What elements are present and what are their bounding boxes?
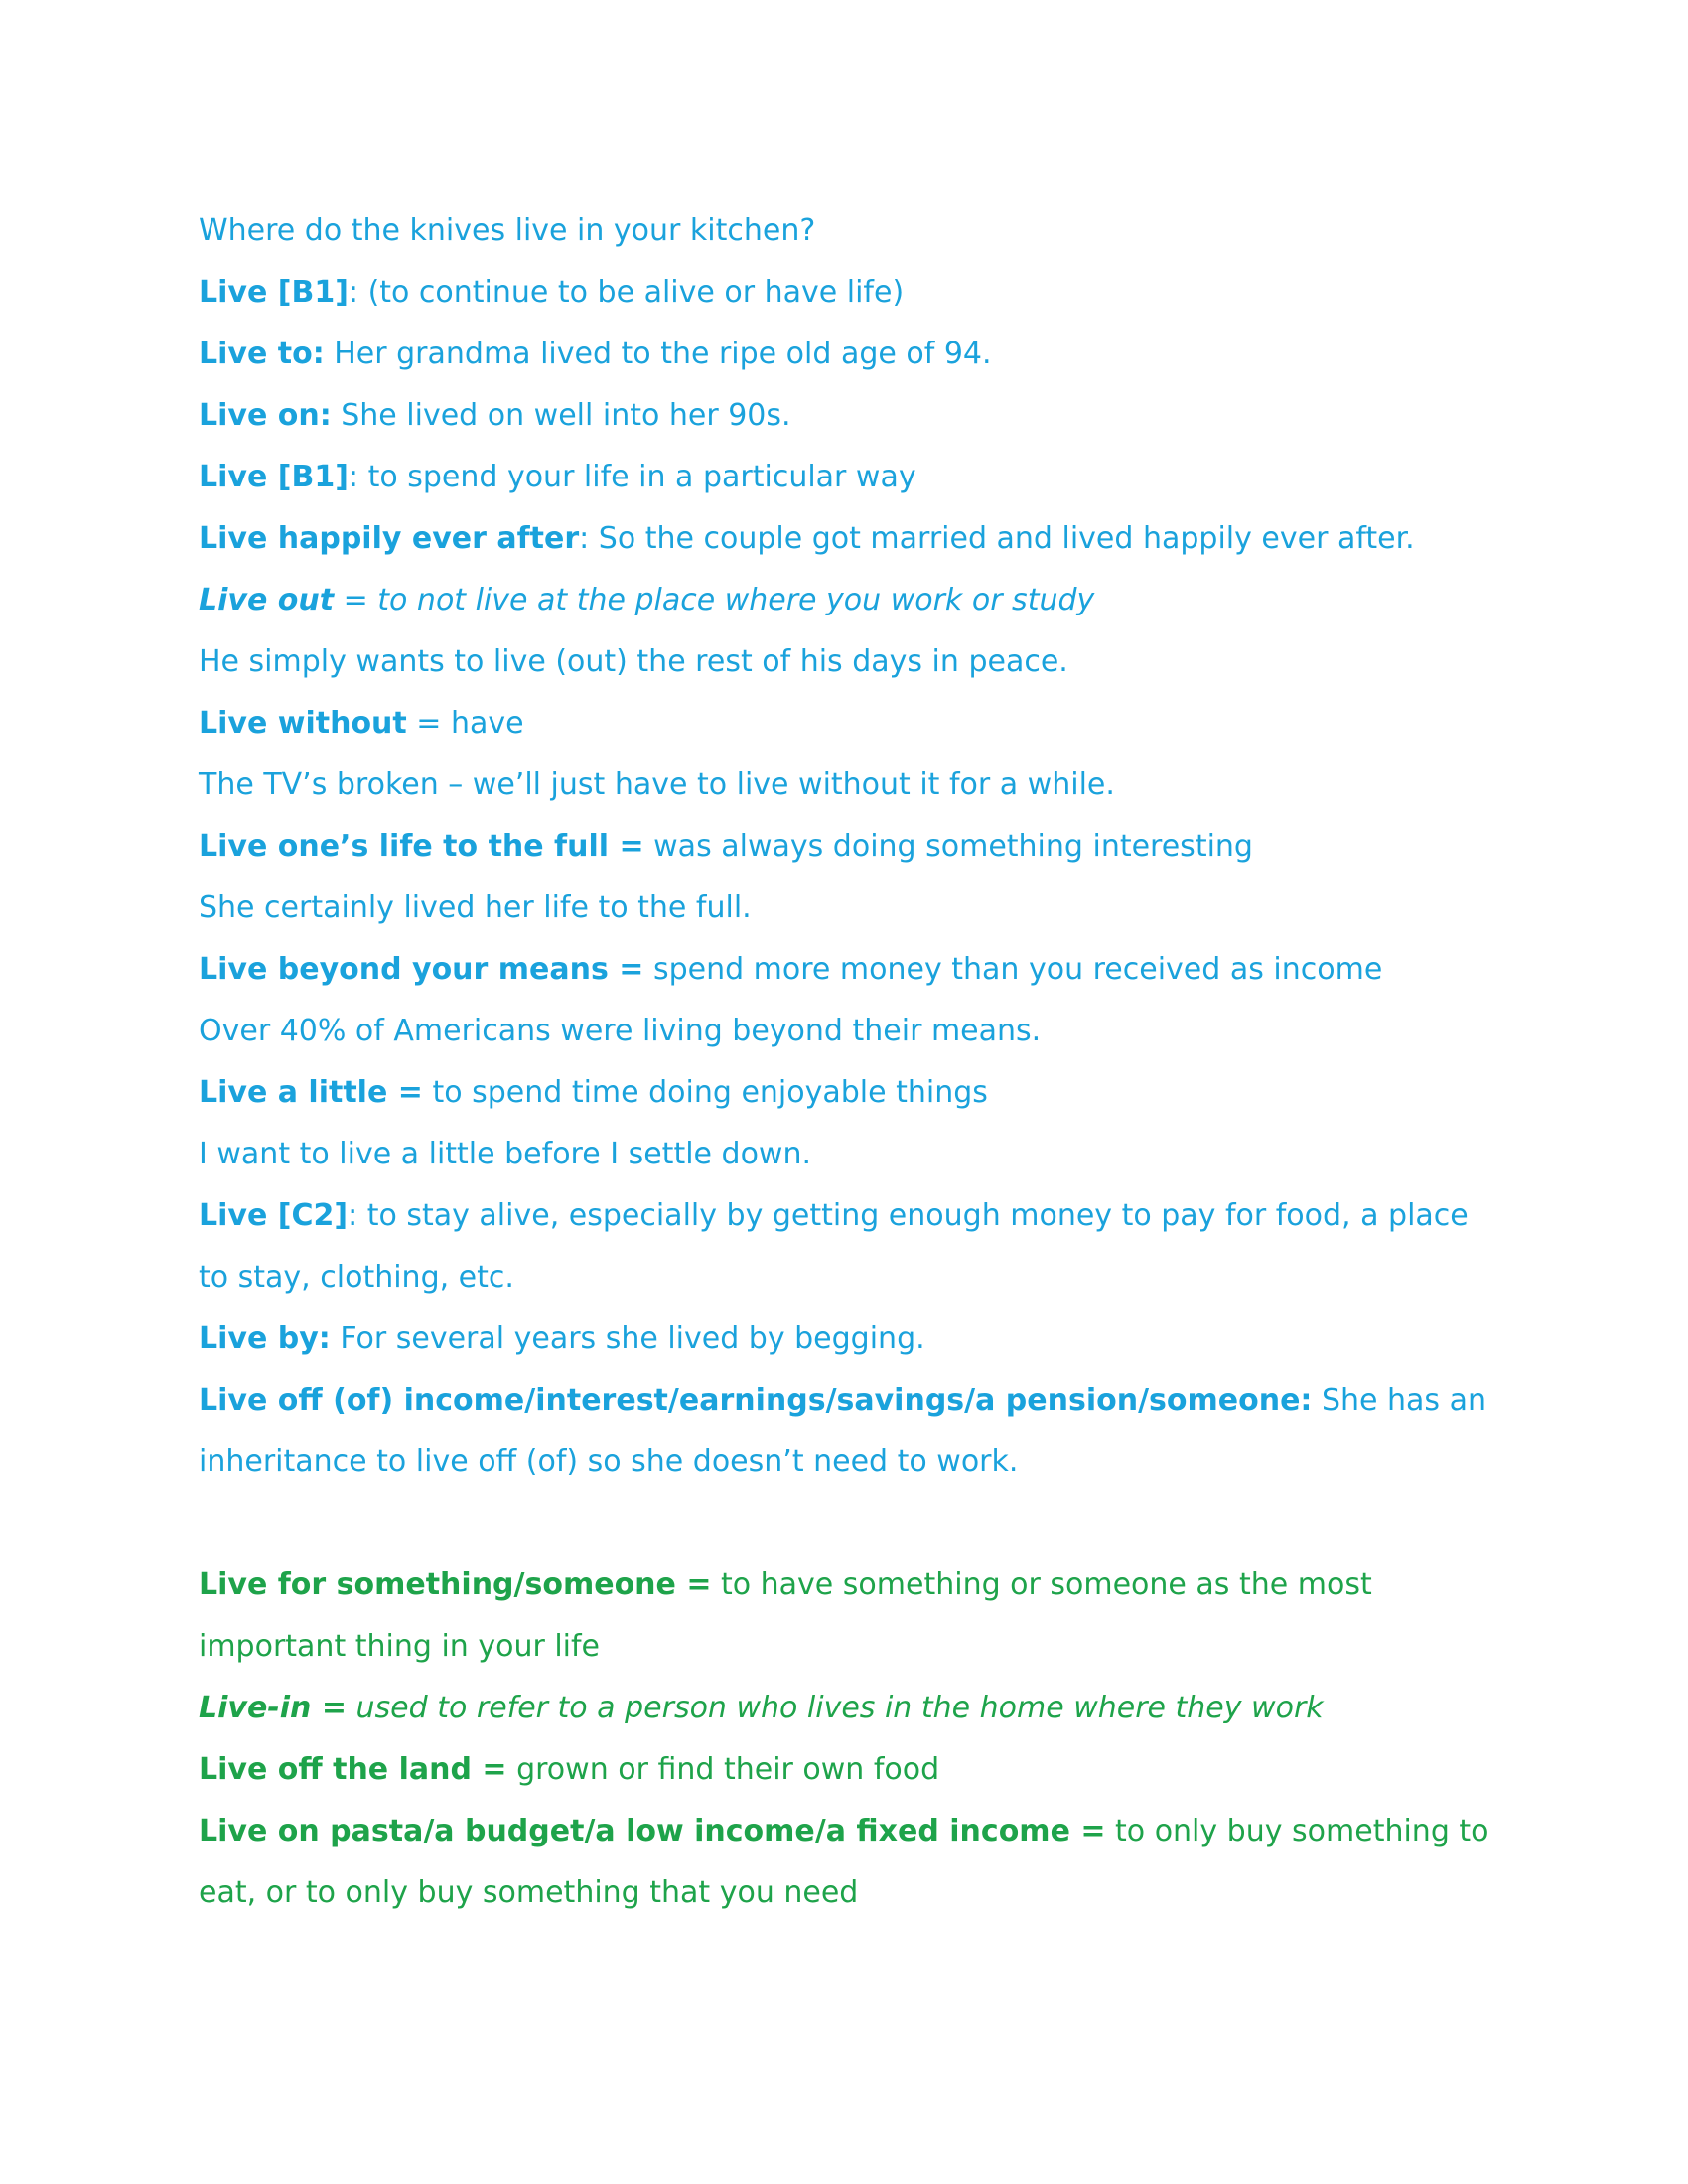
definition-text: to have something or someone as the most [711,1568,1372,1602]
document-body [199,201,1519,1924]
definition-text: She certainly lived her life to the full. [199,890,752,925]
term-label: Live on pasta/a budget/a low income/a fixed income = [199,1814,1106,1848]
text-line [199,1739,1519,1801]
text-line [199,1862,1519,1924]
term-label: Live without [199,706,407,741]
definition-text: Her grandma lived to the ripe old age of 94. [324,337,992,371]
text-line [199,201,1519,262]
definition-text: inheritance to live off (of) so she doesn’t need to work. [199,1444,1019,1479]
term-label: Live one’s life to the full = [199,829,644,864]
definition-text: : to spend your life in a particular way [348,460,916,494]
text-line [199,1124,1519,1185]
definition-text: She has an [1312,1383,1486,1418]
text-line [199,754,1519,816]
section-spacer [199,1493,1519,1555]
term-label: Live happily ever after [199,521,580,556]
definition-text: to only buy something to [1105,1814,1489,1848]
definition-text: = to not live at the place where you work or study [334,583,1095,617]
text-line [199,447,1519,508]
text-line [199,1062,1519,1124]
text-line [199,693,1519,754]
definition-text: Over 40% of Americans were living beyond their means. [199,1014,1042,1048]
text-line [199,1247,1519,1308]
text-line [199,508,1519,570]
text-line [199,1801,1519,1862]
text-line [199,878,1519,939]
text-line [199,262,1519,324]
term-label: Live by: [199,1321,331,1356]
term-label: Live off the land = [199,1752,507,1787]
text-line [199,816,1519,878]
text-line [199,1555,1519,1616]
definition-text: to stay, clothing, etc. [199,1260,514,1295]
term-label: Live [B1] [199,460,349,494]
definition-text: : (to continue to be alive or have life) [348,275,905,310]
definition-text: = have [406,706,524,741]
definition-text: important thing in your life [199,1629,601,1664]
text-line [199,631,1519,693]
term-label: Live-in = [199,1691,347,1725]
text-line [199,324,1519,385]
definition-text: used to refer to a person who lives in the home where they work [346,1691,1324,1725]
text-line [199,1370,1519,1432]
term-label: Live beyond your means = [199,952,644,987]
term-label: Live [C2] [199,1198,349,1233]
term-label: Live on: [199,398,332,433]
definition-text: : to stay alive, especially by getting enough money to pay for food, a place [348,1198,1469,1233]
blue-section [199,201,1519,1493]
term-label: Live off (of) income/interest/earnings/savings/a pension/someone: [199,1383,1313,1418]
definition-text: to spend time doing enjoyable things [422,1075,988,1110]
green-section [199,1555,1519,1924]
text-line [199,1616,1519,1678]
text-line [199,1678,1519,1739]
text-line [199,1308,1519,1370]
definition-text: grown or find their own food [506,1752,940,1787]
text-line [199,939,1519,1001]
term-label: Live [B1] [199,275,349,310]
definition-text: spend more money than you received as income [643,952,1383,987]
definition-text: was always doing something interesting [643,829,1253,864]
text-line [199,1001,1519,1062]
definition-text: For several years she lived by begging. [330,1321,925,1356]
text-line [199,1432,1519,1493]
term-label: Live to: [199,337,325,371]
definition-text: She lived on well into her 90s. [331,398,791,433]
text-line [199,385,1519,447]
definition-text: Where do the knives live in your kitchen? [199,213,816,248]
definition-text: : So the couple got married and lived happily ever after. [579,521,1415,556]
term-label: Live out [199,583,335,617]
text-line [199,1185,1519,1247]
term-label: Live a little = [199,1075,423,1110]
definition-text: eat, or to only buy something that you need [199,1875,859,1910]
definition-text: I want to live a little before I settle down. [199,1137,812,1171]
definition-text: The TV’s broken – we’ll just have to live without it for a while. [199,767,1115,802]
text-line [199,570,1519,631]
term-label: Live for something/someone = [199,1568,712,1602]
definition-text: He simply wants to live (out) the rest of his days in peace. [199,644,1068,679]
